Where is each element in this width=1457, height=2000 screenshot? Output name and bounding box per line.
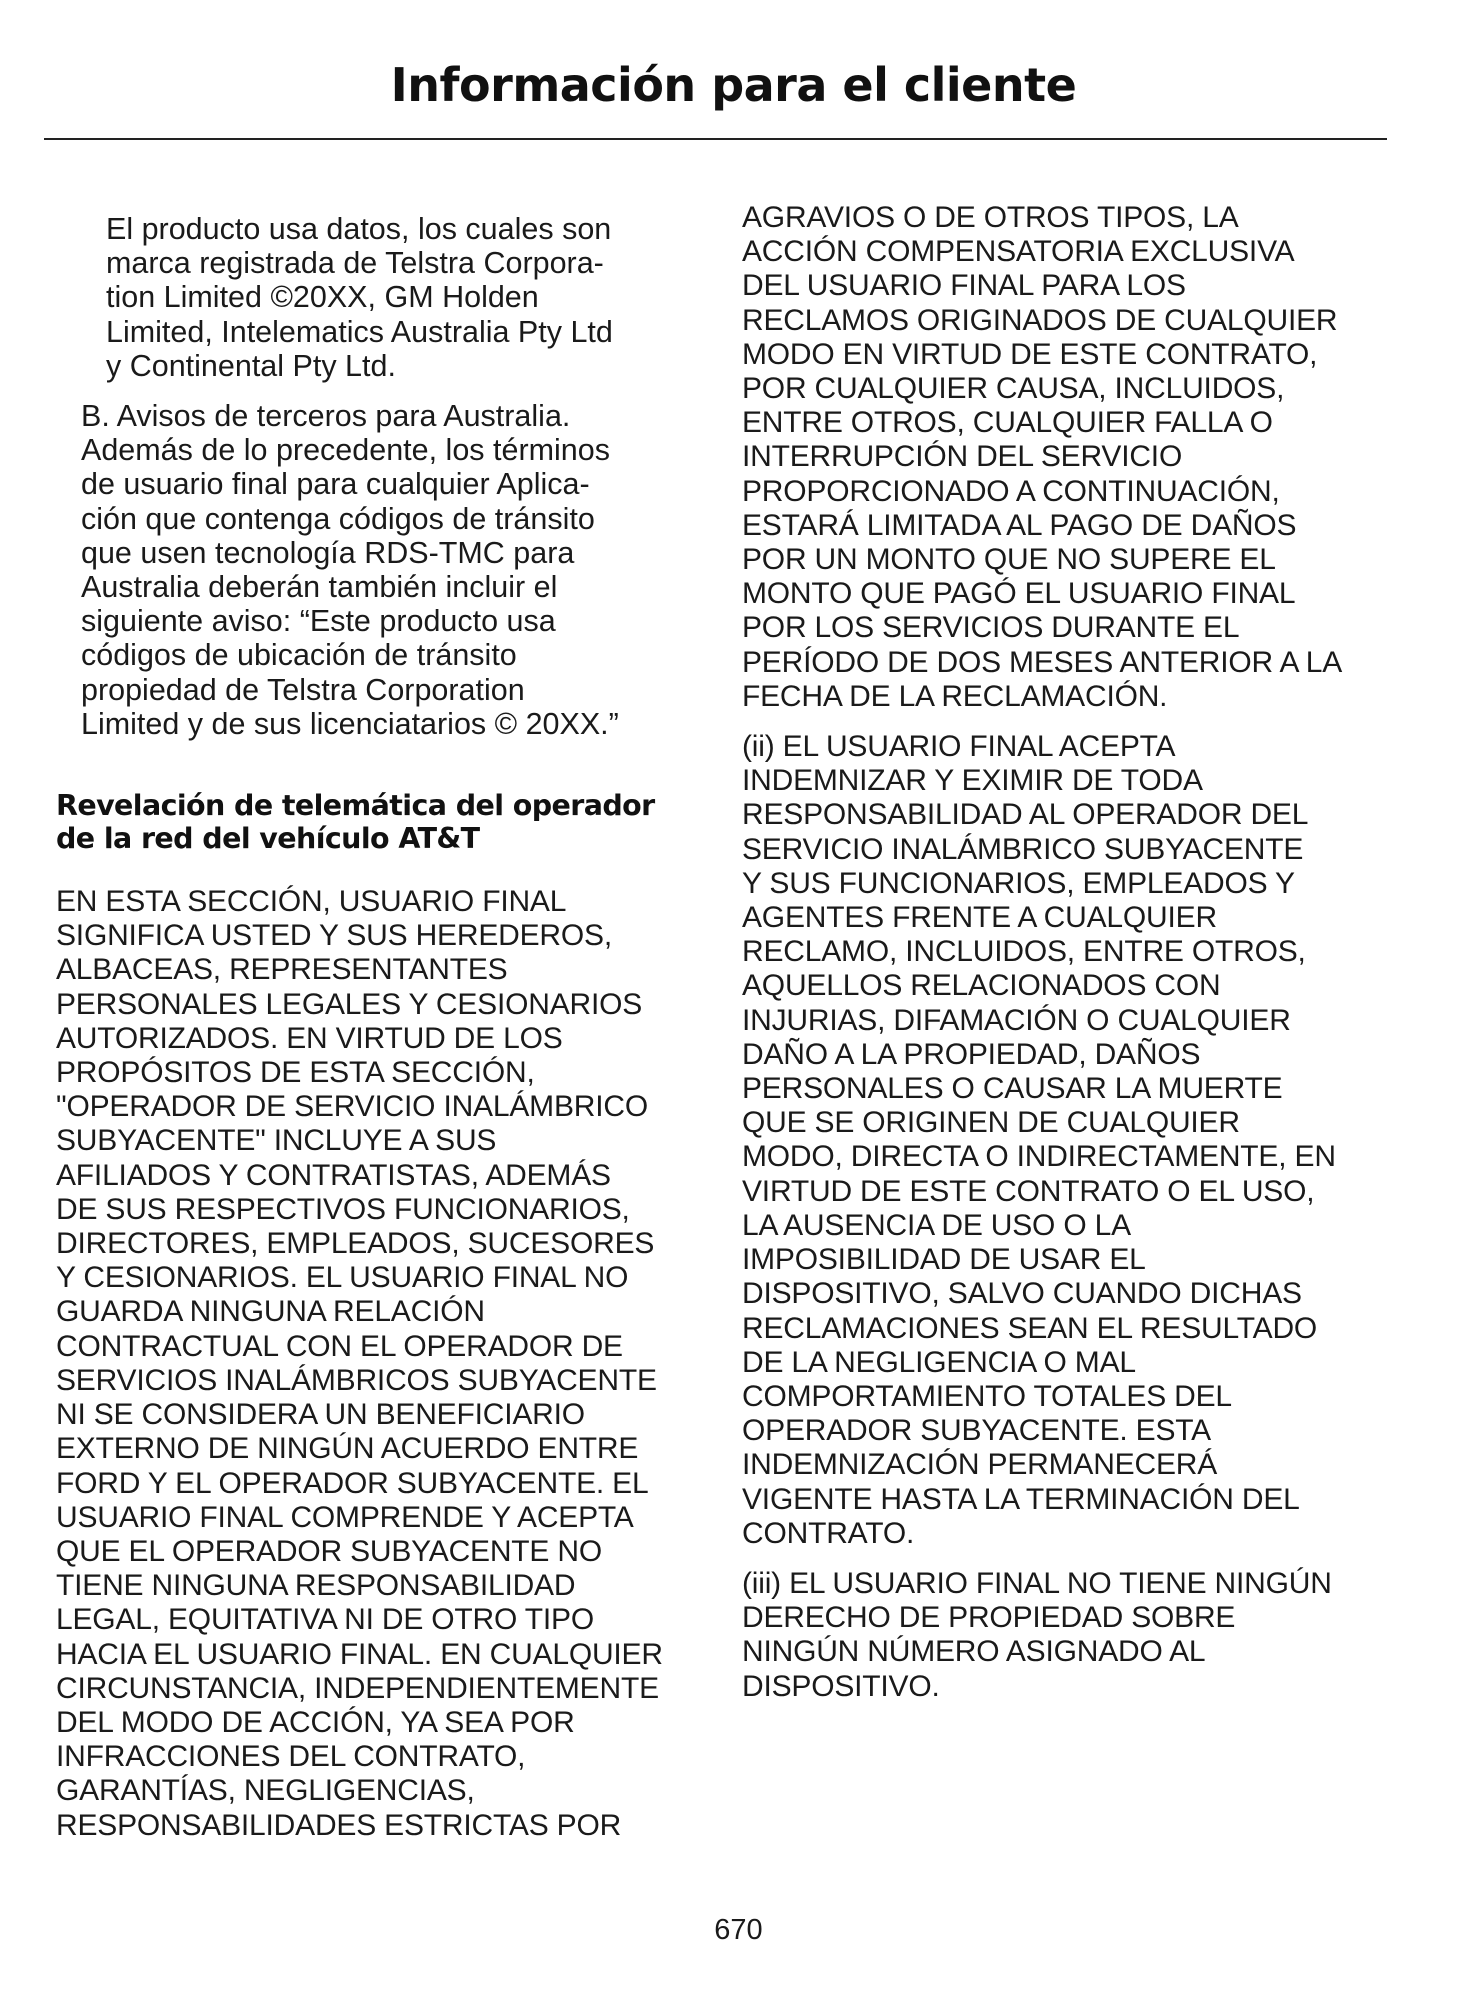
header-divider [44,138,1387,140]
no-ownership-paragraph: (iii) EL USUARIO FINAL NO TIENE NINGÚN DERECHO DE PROPIEDAD SOBRE NINGÚN NÚMERO ASIGNADO AL DISPOSITIVO. [742,1566,1332,1703]
indemnification-paragraph: (ii) EL USUARIO FINAL ACEPTA INDEMNIZAR Y EXIMIR DE TODA RESPONSABILIDAD AL OPERADOR DEL SERVICIO INALÁMBRICO SUBYACENTE Y SUS FUNCIONARIOS, EMPLEADOS Y AGENTES FRENTE A CUALQUIER RECLAMO, INCLUIDOS, ENTRE OTROS, AQUELLOS RELACIONADOS CON INJURIAS, DIFAMACIÓN O CUALQUIER DAÑO A LA PROPIEDAD, DAÑOS PERSONALES O CAUSAR LA MUERTE QUE SE ORIGINEN DE CUALQUIER MODO, DIRECTA O INDIRECTAMENTE, EN VIRTUD DE ESTE CONTRATO O EL USO, LA AUSENCIA DE USO O LA IMPOSIBILIDAD DE USAR EL DISPOSITIVO, SALVO CUANDO DICHAS RECLAMACIONES SEAN EL RESULTADO DE LA NEGLIGENCIA O MAL COMPORTAMIENTO TOTALES DEL OPERADOR SUBYACENTE. ESTA INDEMNIZACIÓN PERMANECERÁ VIGENTE HASTA LA TERMINACIÓN DEL CONTRATO. [742,730,1336,1550]
end-user-definition-paragraph: EN ESTA SECCIÓN, USUARIO FINAL SIGNIFICA USTED Y SUS HEREDEROS, ALBACEAS, REPRESENTANTES PERSONALES LEGALES Y CESIONARIOS AUTORIZADOS. EN VIRTUD DE LOS PROPÓSITOS DE ESTA SECCIÓN, "OPERADOR DE SERVICIO INALÁMBRICO SUBYACENTE" INCLUYE A SUS AFILIADOS Y CONTRATISTAS, ADEMÁS DE SUS RESPECTIVOS FUNCIONARIOS, DIRECTORES, EMPLEADOS, SUCESORES Y CESIONARIOS. EL USUARIO FINAL NO GUARDA NINGUNA RELACIÓN CONTRACTUAL CON EL OPERADOR DE SERVICIOS INALÁMBRICOS SUBYACENTE NI SE CONSIDERA UN BENEFICIARIO EXTERNO DE NINGÚN ACUERDO ENTRE FORD Y EL OPERADOR SUBYACENTE. EL USUARIO FINAL COMPRENDE Y ACEPTA QUE EL OPERADOR SUBYACENTE NO TIENE NINGUNA RESPONSABILIDAD LEGAL, EQUITATIVA NI DE OTRO TIPO HACIA EL USUARIO FINAL. EN CUALQUIER CIRCUNSTANCIA, INDEPENDIENTEMENTE DEL MODO DE ACCIÓN, YA SEA POR INFRACCIONES DEL CONTRATO, GARANTÍAS, NEGLIGENCIAS, RESPONSABILIDADES ESTRICTAS POR [56,885,663,1842]
telstra-data-paragraph: El producto usa datos, los cuales son marca registrada de Telstra Corpora- tion Limited ©20XX, GM Holden Limited, Intelematics Australia Pty Ltd y Continental Pty Ltd. [106,212,613,383]
australia-notice-paragraph: B. Avisos de terceros para Australia. Además de lo precedente, los términos de usuario final para cualquier Aplica- ción que contenga códigos de tránsito que usen tecnología RDS-TMC para Australia deberán también incluir el siguiente aviso: “Este producto usa códigos de ubicación de tránsito propiedad de Telstra Corporation Limited y de sus licenciatarios © 20XX.” [81,399,619,741]
compensation-limit-paragraph: AGRAVIOS O DE OTROS TIPOS, LA ACCIÓN COMPENSATORIA EXCLUSIVA DEL USUARIO FINAL PARA LOS RECLAMOS ORIGINADOS DE CUALQUIER MODO EN VIRTUD DE ESTE CONTRATO, POR CUALQUIER CAUSA, INCLUIDOS, ENTRE OTROS, CUALQUIER FALLA O INTERRUPCIÓN DEL SERVICIO PROPORCIONADO A CONTINUACIÓN, ESTARÁ LIMITADA AL PAGO DE DAÑOS POR UN MONTO QUE NO SUPERE EL MONTO QUE PAGÓ EL USUARIO FINAL POR LOS SERVICIOS DURANTE EL PERÍODO DE DOS MESES ANTERIOR A LA FECHA DE LA RECLAMACIÓN. [742,201,1343,713]
right-column [742,201,1392,1720]
left-column [56,212,696,1859]
page-header [0,58,1457,112]
page-number: 670 [714,1914,763,1946]
page-title: Información para el cliente [390,58,1077,112]
att-telematics-heading: Revelación de telemática del operador de la red del vehículo AT&T [56,789,655,856]
